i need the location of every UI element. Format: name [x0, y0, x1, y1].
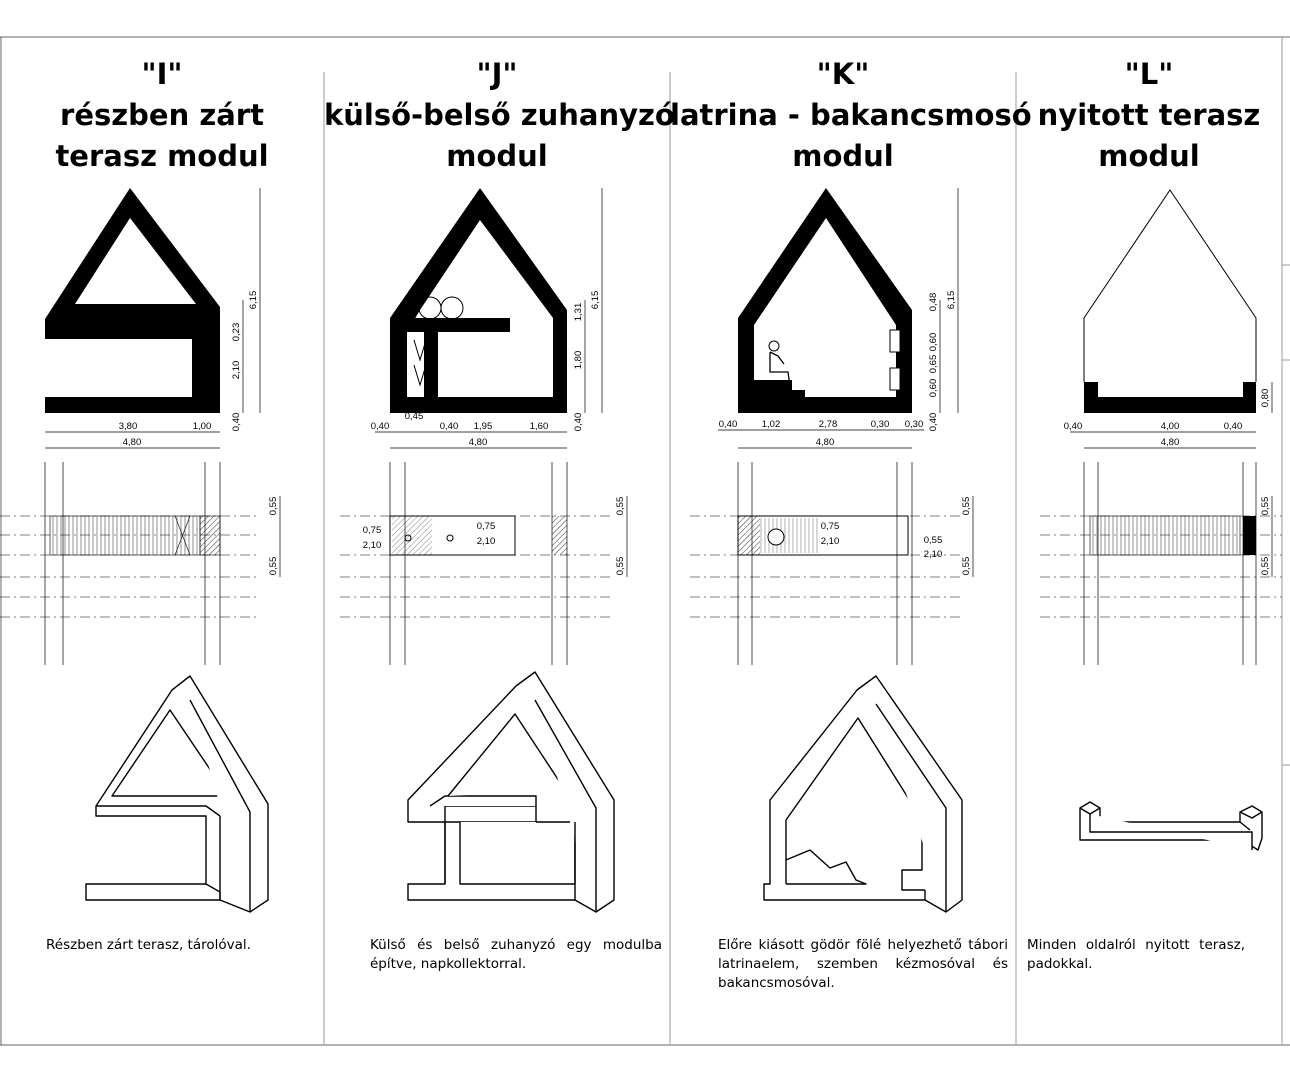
module-code: "L" — [1124, 57, 1174, 91]
dimension-label: 2,78 — [818, 419, 838, 430]
dimension-label: 6,15 — [590, 290, 601, 310]
module-k-axonometric — [764, 676, 962, 912]
dimension-label: 0,40 — [573, 412, 584, 432]
dimension-label: 0,40 — [1063, 421, 1083, 432]
dimension-label: 0,55 — [923, 535, 943, 546]
module-title-line: modul — [446, 139, 548, 173]
module-i-description: Részben zárt terasz, tárolóval. — [46, 937, 251, 953]
dimension-label: 0,75 — [820, 521, 840, 532]
dimension-label: 0,40 — [1223, 421, 1243, 432]
module-j-description: Külső és belső zuhanyzó egy modulba építve, napkollektorral. — [370, 937, 662, 972]
dimension-label: 0,55 — [268, 556, 279, 576]
module-title-line: latrina - bakancsmosó — [670, 98, 1032, 132]
axonometric-views — [86, 672, 1262, 912]
dimension-label: 0,23 — [231, 322, 242, 342]
dimension-label: 3,80 — [118, 421, 138, 432]
module-title-line: külső-belső zuhanyzó — [324, 98, 675, 132]
module-i-section-drawing — [45, 188, 220, 413]
module-j-axonometric — [408, 672, 614, 912]
dimension-label: 0,75 — [362, 525, 382, 536]
dimension-label: 1,80 — [573, 350, 584, 370]
dimension-label: 4,80 — [122, 437, 142, 448]
dimension-label: 0,80 — [1260, 388, 1271, 408]
dimension-label: 1,95 — [473, 421, 493, 432]
dimension-label: 4,00 — [1160, 421, 1180, 432]
module-title-line: modul — [792, 139, 894, 173]
dimension-label: 0,65 — [928, 354, 939, 374]
module-j-section-drawing — [390, 188, 567, 413]
dimension-label: 0,40 — [231, 412, 242, 432]
dimension-label: 2,10 — [231, 360, 242, 380]
dimension-label: 2,10 — [923, 549, 943, 560]
dimension-label: 4,80 — [468, 437, 488, 448]
dimension-label: 0,55 — [961, 496, 972, 516]
dimension-label: 0,45 — [404, 411, 424, 422]
dimension-label: 4,80 — [1160, 437, 1180, 448]
plan-views — [0, 462, 1282, 665]
dimension-label: 0,40 — [718, 419, 738, 430]
dimension-label: 0,30 — [904, 419, 924, 430]
dimension-label: 6,15 — [248, 290, 259, 310]
dimension-label: 0,60 — [928, 332, 939, 352]
module-title-line: modul — [1098, 139, 1200, 173]
module-code: "K" — [816, 57, 870, 91]
dimension-label: 4,80 — [815, 437, 835, 448]
dimension-label: 0,55 — [268, 496, 279, 516]
dimension-label: 0,55 — [615, 556, 626, 576]
dimension-label: 0,55 — [615, 496, 626, 516]
dimension-label: 0,40 — [370, 421, 390, 432]
dimension-label: 0,55 — [1260, 556, 1271, 576]
module-l-description: Minden oldalról nyitott terasz, padokkal. — [1027, 937, 1245, 972]
module-code: "I" — [141, 57, 183, 91]
plan-grid-lines — [45, 462, 1256, 665]
module-k-section-drawing — [738, 188, 912, 413]
dimension-label: 2,10 — [820, 536, 840, 547]
dimension-label: 0,55 — [961, 556, 972, 576]
dimension-label: 1,02 — [761, 419, 781, 430]
module-i-axonometric — [86, 676, 268, 912]
module-title-line: részben zárt — [60, 98, 264, 132]
dimension-label: 1,60 — [529, 421, 549, 432]
dimension-label: 6,15 — [946, 290, 957, 310]
module-l-section-drawing — [1084, 190, 1256, 413]
module-k-description: Előre kiásott gödör fölé helyezhető tábori latrinaelem, szemben kézmosóval és bakancsmosóval. — [718, 937, 1008, 991]
dimension-label: 0,55 — [1260, 496, 1271, 516]
module-code: "J" — [476, 57, 518, 91]
dimension-label: 0,40 — [928, 412, 939, 432]
dimension-label: 0,75 — [476, 521, 496, 532]
module-title-line: nyitott terasz — [1037, 98, 1261, 132]
dimension-label: 2,10 — [476, 536, 496, 547]
dimension-label: 0,60 — [928, 378, 939, 398]
dimension-label: 1,00 — [192, 421, 212, 432]
module-title-line: terasz modul — [55, 139, 269, 173]
dimension-label: 1,31 — [573, 302, 584, 322]
dimension-label: 0,30 — [870, 419, 890, 430]
dimension-label: 2,10 — [362, 540, 382, 551]
module-l-axonometric — [1080, 802, 1262, 850]
dimension-label: 0,40 — [439, 421, 459, 432]
dimension-label: 0,48 — [928, 292, 939, 312]
